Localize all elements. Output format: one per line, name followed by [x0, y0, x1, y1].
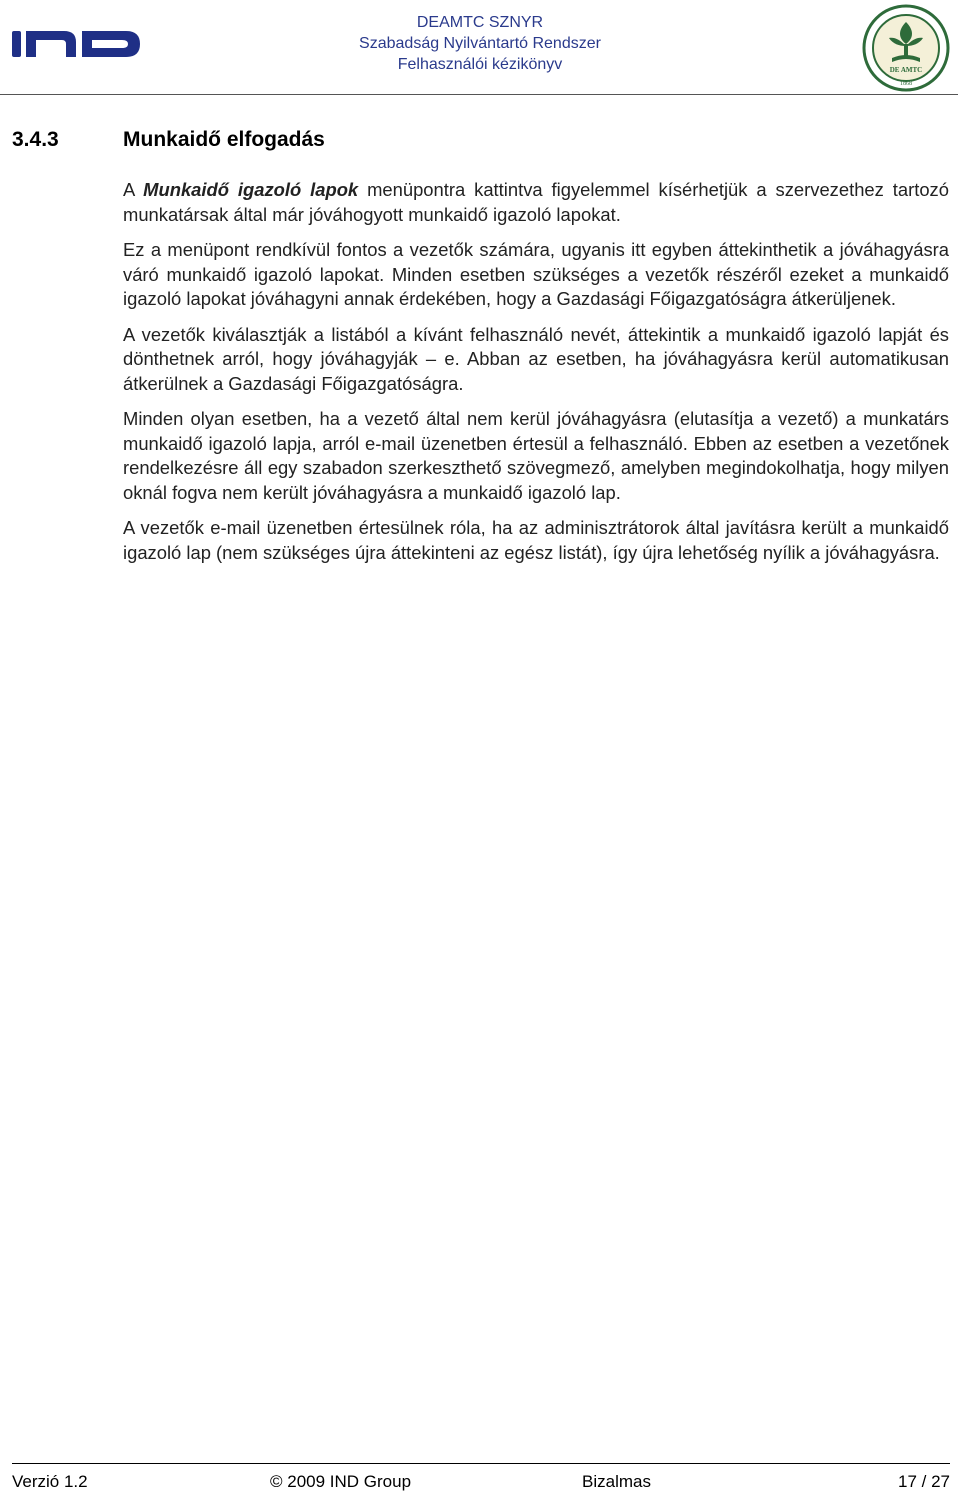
page-header [0, 0, 960, 96]
seal-year: 1868 [900, 81, 912, 87]
paragraph-5: A vezetők e-mail üzenetben értesülnek róla, ha az adminisztrátorok által javításra került a munkaidő igazoló lap (nem szükséges újra áttekinteni az egész listát), így újra lehetőség nyílik a jóváhagyásra. [123, 517, 949, 563]
header-system-name: Szabadság Nyilvántartó Rendszer [359, 35, 601, 52]
footer-version: Verzió 1.2 [12, 1472, 88, 1491]
footer-divider [12, 1463, 950, 1464]
seal-text: DE AMTC [889, 66, 923, 74]
section-number: 3.4.3 [12, 128, 59, 151]
header-system-code: DEAMTC SZNYR [416, 14, 544, 31]
university-seal-icon [862, 4, 950, 92]
footer-copyright: © 2009 IND Group [270, 1472, 412, 1491]
footer-page-number: 17 / 27 [898, 1472, 950, 1491]
footer-classification: Bizalmas [582, 1472, 651, 1491]
ind-logo [12, 28, 142, 60]
header-doc-name: Felhasználói kézikönyv [397, 56, 563, 73]
page-footer [12, 1472, 950, 1494]
section-body [123, 178, 949, 576]
paragraph-1-lead: A [123, 179, 144, 200]
paragraph-1 [123, 178, 949, 227]
header-title-block [300, 12, 660, 75]
paragraph-3: A vezetők kiválasztják a listából a kívánt felhasználó nevét, áttekintik a munkaidő igazoló lapját és dönthetnek arról, hogy jóváhagyják – e. Abban az esetben, ha jóváhagyásra kerül automatikusan átkerülnek a Gazdasági Főigazgatóságra. [123, 323, 949, 394]
paragraph-4: Minden olyan esetben, ha a vezető által nem kerül jóváhagyásra (elutasítja a vezető) a munkatárs munkaidő igazoló lapja, arról e-mail üzenetben értesül a felhasználó. Ebben az esetben a vezetőnek rendelkezésre áll egy szabadon szerkeszthető szövegmező, amelyben megindokolhatja, hogy milyen oknál fogva nem került jóváhagyásra a munkaidő igazoló lap. [123, 408, 949, 503]
header-divider [0, 94, 958, 95]
section-heading [12, 128, 325, 152]
paragraph-2: Ez a menüpont rendkívül fontos a vezetők számára, ugyanis itt egyben áttekinthetik a jóváhagyásra váró munkaidő igazoló lapokat. Minden esetben szükséges a vezetők részéről ezeket a munkaidő igazoló lapokat jóváhagyni annak érdekében, hogy a Gazdasági Főigazgatóságra átkerüljenek. [123, 239, 949, 309]
menu-reference: Munkaidő igazoló lapok [143, 179, 359, 200]
section-title: Munkaidő elfogadás [123, 128, 325, 151]
paragraph-1-rest: menüpontra kattintva figyelemmel kísérhetjük a szervezethez tartozó munkatársak által már jóváhogyott munkaidő igazoló lapokat. [123, 179, 949, 225]
